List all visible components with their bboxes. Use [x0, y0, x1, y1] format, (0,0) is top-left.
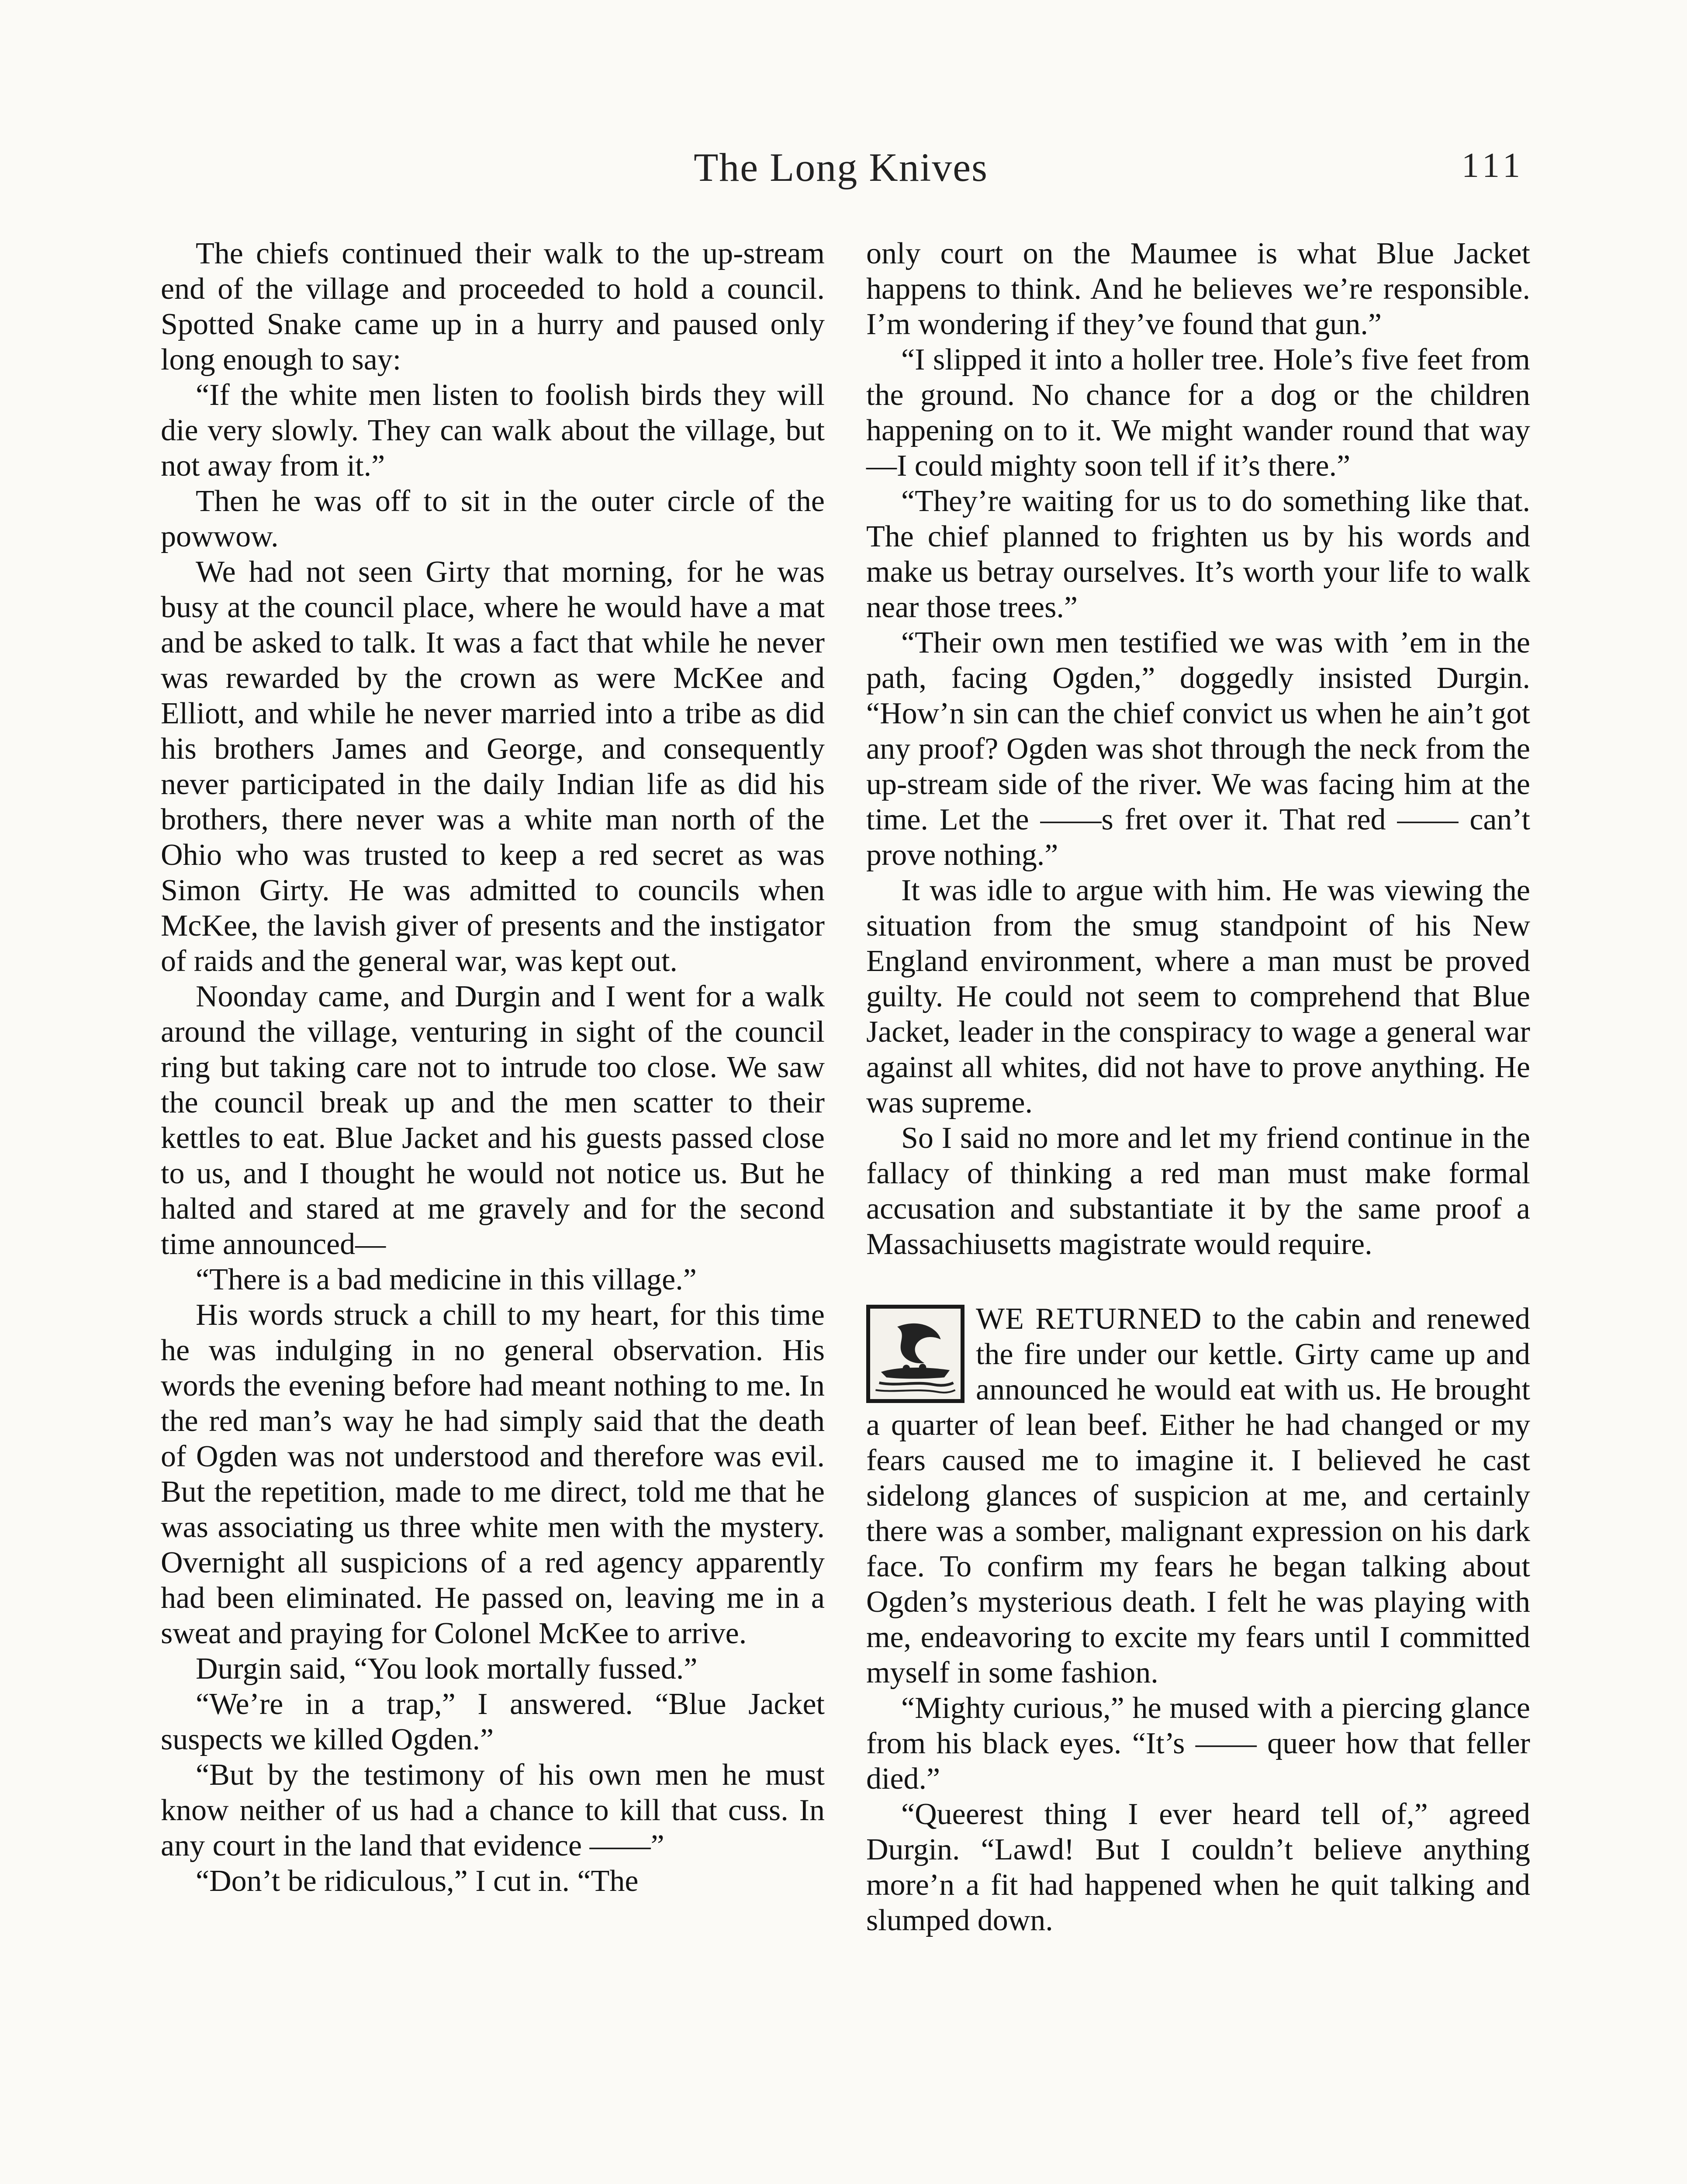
canoe-vignette-icon — [866, 1305, 964, 1403]
page-number: 111 — [1461, 146, 1525, 185]
paragraph: “But by the testimony of his own men he must know neither of us had a chance to kill that cuss. In any court in the land that evidence ——” — [161, 1758, 825, 1863]
paragraph: “Mighty curious,” he mused with a piercing glance from his black eyes. “It’s —— queer how that feller died.” — [866, 1691, 1530, 1796]
paragraph: “I slipped it into a holler tree. Hole’s five feet from the ground. No chance for a dog or the children happening on to it. We might wander round that way—I could mighty soon tell if it’s there.” — [866, 343, 1530, 483]
paragraph: We had not seen Girty that morning, for he was busy at the council place, where he would have a mat and be asked to talk. It was a fact that while he never was rewarded by the crown as were McKee and Elliott, and while he never married into a tribe as did his brothers James and George, and consequently never participated in the daily Indian life as did his brothers, there never was a white man north of the Ohio who was trusted to keep a red secret as was Simon Girty. He was admitted to councils when McKee, the lavish giver of presents and the instigator of raids and the general war, was kept out. — [161, 555, 825, 978]
left-column — [161, 236, 825, 1899]
running-title: The Long Knives — [694, 145, 988, 190]
paragraph: His words struck a chill to my heart, for this time he was indulging in no general observation. His words the evening before had meant nothing to me. In the red man’s way he had simply said that the death of Ogden was not understood and therefore was evil. But the repetition, made to me direct, told me that he was associating us three white men with the mystery. Overnight all suspicions of a red agency apparently had been eliminated. He passed on, leaving me in a sweat and praying for Colonel McKee to arrive. — [161, 1298, 825, 1650]
section-lead-caps: WE RETURNED — [976, 1302, 1202, 1336]
paragraph: “They’re waiting for us to do something like that. The chief planned to frighten us by his words and make us betray ourselves. It’s worth your life to walk near those trees.” — [866, 484, 1530, 624]
paragraph: Durgin said, “You look mortally fussed.” — [196, 1652, 698, 1686]
paragraph: “Don’t be ridiculous,” I cut in. “The — [196, 1864, 639, 1898]
paragraph: “Queerest thing I ever heard tell of,” agreed Durgin. “Lawd! But I couldn’t believe anything more’n a fit had happened when he quit talking and slumped down. — [866, 1797, 1530, 1937]
paragraph: The chiefs continued their walk to the up-stream end of the village and proceeded to hold a council. Spotted Snake came up in a hurry and paused only long enough to say: — [161, 237, 825, 377]
paragraph: “There is a bad medicine in this village.” — [196, 1263, 697, 1296]
section-lead-text: to the cabin and renewed the fire under our kettle. Girty came up and announced he would eat with us. He brought a quarter of lean beef. Either he had changed or my fears caused me to imagine it. I believed he cast sidelong glances of suspicion at me, and certainly there was a somber, malignant expression on his dark face. To confirm my fears he began talking about Ogden’s mysterious death. I felt he was playing with me, endeavoring to excite my fears until I committed myself in some fashion. — [866, 1302, 1530, 1690]
paragraph: “Their own men testified we was with ’em in the path, facing Ogden,” doggedly insisted Durgin. “How’n sin can the chief convict us when he ain’t got any proof? Ogden was shot through the neck from the up-stream side of the river. We was facing him at the time. Let the ——s fret over it. That red —— can’t prove nothing.” — [866, 626, 1530, 872]
paragraph: Noonday came, and Durgin and I went for a walk around the village, venturing in sight of the council ring but taking care not to intrude too close. We saw the council break up and the men scatter to their kettles to eat. Blue Jacket and his guests passed close to us, and I thought he would not notice us. But he halted and stared at me gravely and for the second time announced— — [161, 980, 825, 1261]
paragraph: “We’re in a trap,” I answered. “Blue Jacket suspects we killed Ogden.” — [161, 1687, 825, 1756]
section-break — [866, 1262, 1530, 1301]
paragraph: Then he was off to sit in the outer circle of the powwow. — [161, 484, 825, 553]
right-column — [866, 236, 1530, 1938]
continued-paragraph: only court on the Maumee is what Blue Jacket happens to think. And he believes we’re responsible. I’m wondering if they’ve found that gun.” — [866, 237, 1530, 341]
paragraph: So I said no more and let my friend continue in the fallacy of thinking a red man must make formal accusation and substantiate it by the same proof a Massachiusetts magistrate would require. — [866, 1121, 1530, 1261]
section-opening-paragraph — [866, 1301, 1530, 1690]
paragraph: It was idle to argue with him. He was viewing the situation from the smug standpoint of his New England environment, where a man must be proved guilty. He could not seem to comprehend that Blue Jacket, leader in the conspiracy to wage a general war against all whites, did not have to prove anything. He was supreme. — [866, 874, 1530, 1120]
paragraph: “If the white men listen to foolish birds they will die very slowly. They can walk about the village, but not away from it.” — [161, 378, 825, 483]
running-header — [157, 140, 1525, 201]
